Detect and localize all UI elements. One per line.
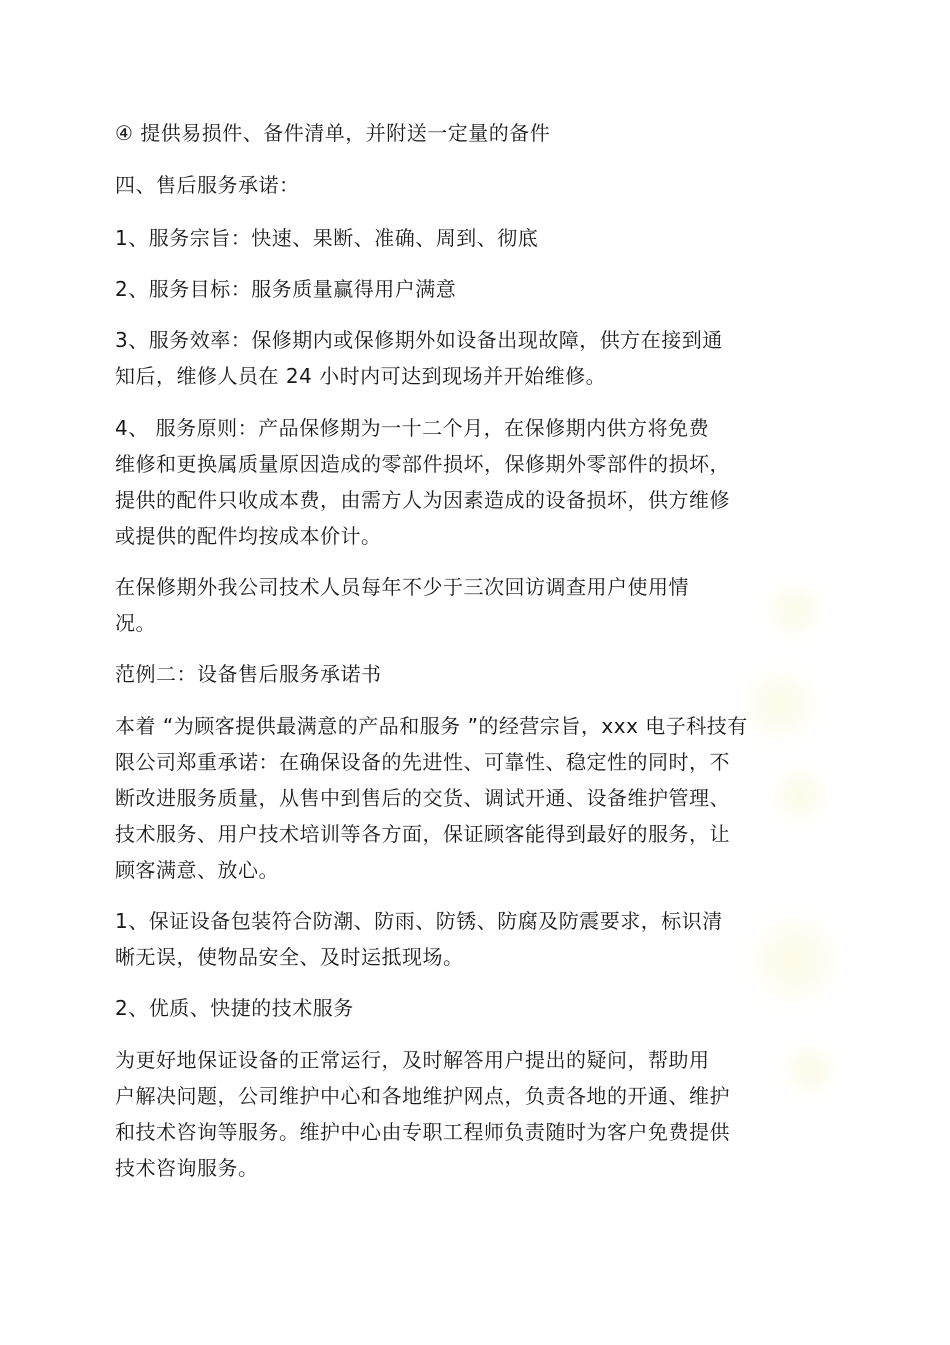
watermark-blot bbox=[740, 660, 820, 750]
text-line: 3、服务效率：保修期内或保修期外如设备出现故障，供方在接到通 bbox=[115, 328, 723, 352]
text-line: 技术服务、用户技术培训等各方面，保证顾客能得到最好的服务，让 bbox=[115, 822, 730, 846]
text-line: 断改进服务质量，从售中到售后的交货、调试开通、设备维护管理、 bbox=[115, 786, 730, 810]
text-line: 限公司郑重承诺：在确保设备的先进性、可靠性、稳定性的同时，不 bbox=[115, 750, 730, 774]
watermark-blot bbox=[750, 900, 840, 1020]
text-line: 提供的配件只收成本费，由需方人为因素造成的设备损坏，供方维修 bbox=[115, 488, 730, 512]
text-line: 和技术咨询等服务。维护中心由专职工程师负责随时为客户免费提供 bbox=[115, 1120, 730, 1144]
watermark-blot bbox=[760, 580, 830, 640]
text-line: 晰无误，使物品安全、及时运抵现场。 bbox=[115, 945, 464, 969]
text-line: 本着 “为顾客提供最满意的产品和服务 ”的经营宗旨，xxx 电子科技有 bbox=[115, 714, 748, 738]
text-line: 4、 服务原则：产品保修期为一十二个月，在保修期内供方将免费 bbox=[115, 416, 710, 440]
text-line: 维修和更换属质量原因造成的零部件损坏，保修期外零部件的损坏， bbox=[115, 452, 730, 476]
text-line: 顾客满意、放心。 bbox=[115, 858, 279, 882]
text-line: 知后，维修人员在 24 小时内可达到现场并开始维修。 bbox=[115, 364, 607, 388]
text-line: 况。 bbox=[115, 611, 156, 635]
watermark-blot bbox=[780, 1040, 840, 1100]
watermark-blot bbox=[770, 760, 830, 830]
section-heading: 四、售后服务承诺： bbox=[115, 173, 300, 197]
text-line: 2、服务目标：服务质量赢得用户满意 bbox=[115, 277, 457, 301]
text-line: 户解决问题，公司维护中心和各地维护网点，负责各地的开通、维护 bbox=[115, 1084, 730, 1108]
text-line: 或提供的配件均按成本价计。 bbox=[115, 524, 382, 548]
text-line: 在保修期外我公司技术人员每年不少于三次回访调查用户使用情 bbox=[115, 575, 689, 599]
text-line: ④ 提供易损件、备件清单，并附送一定量的备件 bbox=[115, 121, 551, 145]
text-line: 1、服务宗旨：快速、果断、准确、周到、彻底 bbox=[115, 226, 539, 250]
text-line: 技术咨询服务。 bbox=[115, 1156, 259, 1180]
text-line: 2、优质、快捷的技术服务 bbox=[115, 996, 354, 1020]
section-heading: 范例二：设备售后服务承诺书 bbox=[115, 662, 382, 686]
text-line: 1、保证设备包装符合防潮、防雨、防锈、防腐及防震要求，标识清 bbox=[115, 909, 723, 933]
text-line: 为更好地保证设备的正常运行，及时解答用户提出的疑问，帮助用 bbox=[115, 1048, 710, 1072]
